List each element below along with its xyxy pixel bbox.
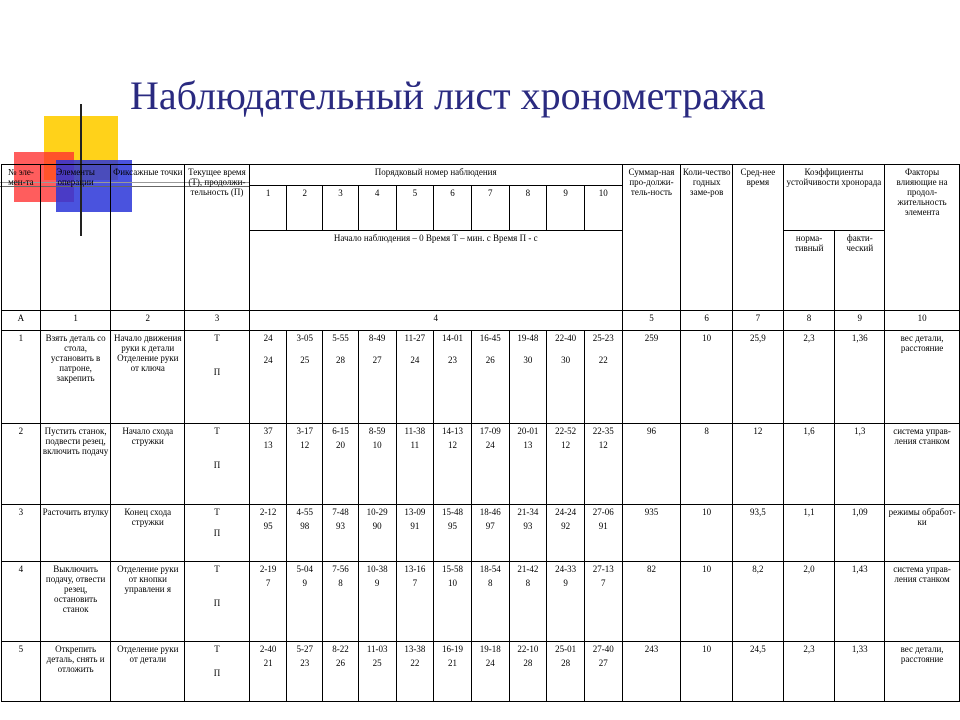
observation-duration: 7 bbox=[601, 578, 606, 588]
observation-time: 2-19 bbox=[259, 564, 277, 574]
observation-duration: 9 bbox=[563, 578, 568, 588]
row-factors: система управ-ления станком bbox=[885, 562, 960, 642]
row-coef-actual: 1,36 bbox=[835, 331, 885, 424]
observation-duration: 90 bbox=[372, 521, 382, 531]
observation-duration: 95 bbox=[448, 521, 458, 531]
column-index-cell: 2 bbox=[111, 311, 185, 331]
observation-duration: 12 bbox=[448, 440, 458, 450]
observation-number-cell: 9 bbox=[547, 186, 585, 231]
observation-cell bbox=[584, 642, 622, 702]
observation-duration: 30 bbox=[523, 355, 533, 365]
observation-duration: 91 bbox=[598, 521, 608, 531]
observation-cell bbox=[509, 505, 547, 562]
observation-duration: 22 bbox=[598, 355, 608, 365]
observation-cell bbox=[249, 642, 287, 702]
observation-time: 11-03 bbox=[366, 644, 388, 654]
observation-time: 3-17 bbox=[296, 426, 314, 436]
observation-cell bbox=[287, 331, 323, 424]
row-factors: режимы обработ-ки bbox=[885, 505, 960, 562]
header-coef-normative: норма-тивный bbox=[783, 231, 835, 311]
observation-cell bbox=[323, 562, 359, 642]
observation-time: 24-33 bbox=[555, 564, 577, 574]
row-average-time: 24,5 bbox=[733, 642, 784, 702]
observation-time: 21-42 bbox=[517, 564, 539, 574]
observation-cell bbox=[396, 424, 434, 505]
observation-cell bbox=[434, 562, 472, 642]
observation-time: 4-55 bbox=[296, 507, 314, 517]
row-average-time: 12 bbox=[733, 424, 784, 505]
row-tp-labels bbox=[185, 505, 250, 562]
row-total-duration: 82 bbox=[622, 562, 681, 642]
observation-duration: 24 bbox=[263, 355, 273, 365]
observation-time: 5-55 bbox=[332, 333, 349, 343]
observation-cell bbox=[471, 562, 509, 642]
observation-time: 8-49 bbox=[368, 333, 386, 343]
observation-cell bbox=[584, 331, 622, 424]
column-index-cell: 4 bbox=[249, 311, 622, 331]
header-valid-count: Коли-чество годных заме-ров bbox=[681, 165, 733, 311]
observation-duration: 28 bbox=[523, 658, 533, 668]
observation-time: 19-18 bbox=[479, 644, 501, 654]
observation-duration: 91 bbox=[410, 521, 420, 531]
row-coef-normative: 2,3 bbox=[783, 331, 835, 424]
time-label: Т bbox=[214, 564, 220, 574]
column-index-cell: 3 bbox=[185, 311, 250, 331]
observation-time: 37 bbox=[263, 426, 273, 436]
row-tp-labels bbox=[185, 642, 250, 702]
table-row bbox=[2, 424, 960, 505]
header-coef-actual: факти-ческий bbox=[835, 231, 885, 311]
observation-number-cell: 6 bbox=[434, 186, 472, 231]
observation-cell bbox=[358, 424, 396, 505]
row-fix-point: Начало движения руки к детали Отделение руки от ключа bbox=[111, 331, 185, 424]
observation-time: 27-40 bbox=[592, 644, 614, 654]
observation-time: 11-27 bbox=[404, 333, 426, 343]
observation-time: 3-05 bbox=[296, 333, 314, 343]
index-row bbox=[2, 311, 960, 331]
observation-cell bbox=[471, 331, 509, 424]
row-coef-actual: 1,09 bbox=[835, 505, 885, 562]
observation-duration: 28 bbox=[561, 658, 571, 668]
row-fix-point: Отделение руки от детали bbox=[111, 642, 185, 702]
observation-duration: 26 bbox=[485, 355, 495, 365]
time-label: Т bbox=[214, 644, 220, 654]
time-label: Т bbox=[214, 426, 220, 436]
row-valid-count: 8 bbox=[681, 424, 733, 505]
observation-time: 16-19 bbox=[442, 644, 464, 654]
observation-duration: 95 bbox=[263, 521, 273, 531]
row-coef-actual: 1,3 bbox=[835, 424, 885, 505]
observation-time: 6-15 bbox=[332, 426, 349, 436]
row-average-time: 25,9 bbox=[733, 331, 784, 424]
observation-number-cell: 10 bbox=[584, 186, 622, 231]
observation-time: 27-06 bbox=[592, 507, 614, 517]
observation-time: 21-34 bbox=[517, 507, 539, 517]
row-factors: система управ-ления станком bbox=[885, 424, 960, 505]
observation-cell bbox=[323, 642, 359, 702]
observation-duration: 10 bbox=[448, 578, 458, 588]
row-number: 1 bbox=[2, 331, 41, 424]
observation-time: 2-40 bbox=[259, 644, 277, 654]
duration-label: П bbox=[213, 367, 221, 377]
row-coef-actual: 1,43 bbox=[835, 562, 885, 642]
observation-time: 19-48 bbox=[517, 333, 539, 343]
observation-cell bbox=[547, 642, 585, 702]
observation-time: 24 bbox=[263, 333, 273, 343]
column-index-cell: А bbox=[2, 311, 41, 331]
observation-cell bbox=[547, 562, 585, 642]
observation-time: 24-24 bbox=[555, 507, 577, 517]
observation-duration: 26 bbox=[335, 658, 345, 668]
row-fix-point: Конец схода стружки bbox=[111, 505, 185, 562]
observation-cell bbox=[471, 642, 509, 702]
header-observation-number: Порядковый номер наблюдения bbox=[249, 165, 622, 186]
observation-time: 22-52 bbox=[555, 426, 577, 436]
header-average-time: Сред-нее время bbox=[733, 165, 784, 311]
time-label: Т bbox=[214, 333, 220, 343]
row-coef-normative: 2,0 bbox=[783, 562, 835, 642]
observation-duration: 8 bbox=[487, 578, 493, 588]
row-valid-count: 10 bbox=[681, 642, 733, 702]
observation-number-cell: 4 bbox=[358, 186, 396, 231]
observation-time: 16-45 bbox=[479, 333, 501, 343]
column-index-cell: 8 bbox=[783, 311, 835, 331]
observation-time: 7-48 bbox=[332, 507, 349, 517]
observation-cell bbox=[358, 331, 396, 424]
row-total-duration: 243 bbox=[622, 642, 681, 702]
row-number: 2 bbox=[2, 424, 41, 505]
row-total-duration: 935 bbox=[622, 505, 681, 562]
row-fix-point: Начало схода стружки bbox=[111, 424, 185, 505]
header-factors: Факторы влияющие на продол-жительность элемента bbox=[885, 165, 960, 311]
observation-duration: 11 bbox=[410, 440, 420, 450]
observation-cell bbox=[547, 424, 585, 505]
row-coef-normative: 1,6 bbox=[783, 424, 835, 505]
header-row-top bbox=[2, 165, 960, 186]
observation-cell bbox=[287, 505, 323, 562]
observation-duration: 93 bbox=[335, 521, 345, 531]
time-label: Т bbox=[214, 507, 220, 517]
observation-duration: 23 bbox=[300, 658, 310, 668]
row-average-time: 8,2 bbox=[733, 562, 784, 642]
header-elements: Элементы операции bbox=[40, 165, 111, 311]
observation-duration: 8 bbox=[525, 578, 531, 588]
observation-duration: 21 bbox=[263, 658, 273, 668]
observation-cell bbox=[323, 505, 359, 562]
observation-cell bbox=[509, 642, 547, 702]
column-index-cell: 6 bbox=[681, 311, 733, 331]
duration-label: П bbox=[213, 460, 221, 470]
observation-time: 18-46 bbox=[479, 507, 501, 517]
header-element-number: № эле-мен-та bbox=[2, 165, 41, 311]
observation-cell bbox=[396, 642, 434, 702]
observation-duration: 25 bbox=[300, 355, 310, 365]
observation-cell bbox=[471, 505, 509, 562]
observation-duration: 7 bbox=[265, 578, 271, 588]
table-row bbox=[2, 642, 960, 702]
header-current-time: Текущее время (Т), продолжи-тельность (П) bbox=[185, 165, 250, 311]
observation-time: 7-56 bbox=[332, 564, 349, 574]
observation-cell bbox=[584, 424, 622, 505]
column-index-cell: 1 bbox=[40, 311, 111, 331]
observation-duration: 12 bbox=[300, 440, 310, 450]
observation-duration: 13 bbox=[263, 440, 273, 450]
observation-time: 11-38 bbox=[404, 426, 426, 436]
observation-duration: 23 bbox=[448, 355, 458, 365]
row-total-duration: 259 bbox=[622, 331, 681, 424]
row-total-duration: 96 bbox=[622, 424, 681, 505]
column-index-cell: 9 bbox=[835, 311, 885, 331]
row-tp-labels bbox=[185, 424, 250, 505]
observation-duration: 93 bbox=[523, 521, 533, 531]
observation-time: 17-09 bbox=[479, 426, 501, 436]
observation-time: 13-09 bbox=[404, 507, 426, 517]
table-row bbox=[2, 331, 960, 424]
header-fix-points: Фиксажные точки bbox=[111, 165, 185, 311]
observation-time: 13-16 bbox=[404, 564, 426, 574]
row-coef-normative: 2,3 bbox=[783, 642, 835, 702]
observation-time: 8-22 bbox=[332, 644, 349, 654]
table-row bbox=[2, 505, 960, 562]
observation-duration: 9 bbox=[302, 578, 308, 588]
observation-number-cell: 5 bbox=[396, 186, 434, 231]
observation-cell bbox=[323, 424, 359, 505]
row-number: 5 bbox=[2, 642, 41, 702]
observation-time: 18-54 bbox=[479, 564, 501, 574]
duration-label: П bbox=[213, 528, 221, 538]
row-element: Выключить подачу, отвести резец, остановить станок bbox=[40, 562, 111, 642]
observation-time: 2-12 bbox=[259, 507, 277, 517]
row-number: 3 bbox=[2, 505, 41, 562]
observation-cell bbox=[358, 562, 396, 642]
observation-duration: 27 bbox=[372, 355, 382, 365]
header-stability-coefficients: Коэффициенты устойчивости хронорада bbox=[783, 165, 884, 231]
slide-title: Наблюдательный лист хронометража bbox=[130, 73, 766, 118]
observation-duration: 7 bbox=[412, 578, 418, 588]
observation-cell bbox=[396, 505, 434, 562]
observation-cell bbox=[249, 505, 287, 562]
observation-cell bbox=[249, 331, 287, 424]
observation-duration: 28 bbox=[335, 355, 345, 365]
row-fix-point: Отделение руки от кнопки управлени я bbox=[111, 562, 185, 642]
row-element: Пустить станок, подвести резец, включить подачу bbox=[40, 424, 111, 505]
observation-duration: 10 bbox=[372, 440, 382, 450]
observation-cell bbox=[547, 331, 585, 424]
observation-duration: 12 bbox=[598, 440, 608, 450]
observation-cell bbox=[584, 562, 622, 642]
observation-time: 22-10 bbox=[517, 644, 539, 654]
observation-number-cell: 2 bbox=[287, 186, 323, 231]
column-index-cell: 10 bbox=[885, 311, 960, 331]
observation-time: 5-04 bbox=[296, 564, 314, 574]
observation-time: 13-38 bbox=[404, 644, 426, 654]
header-total-duration: Суммар-ная про-должи-тель-ность bbox=[622, 165, 681, 311]
observation-time: 14-13 bbox=[442, 426, 464, 436]
observation-time: 22-40 bbox=[555, 333, 577, 343]
observation-duration: 98 bbox=[300, 521, 310, 531]
observation-time: 14-01 bbox=[442, 333, 464, 343]
observation-cell bbox=[547, 505, 585, 562]
observation-duration: 30 bbox=[561, 355, 571, 365]
observation-cell bbox=[434, 424, 472, 505]
duration-label: П bbox=[213, 668, 221, 678]
observation-duration: 24 bbox=[485, 440, 495, 450]
row-element: Взять деталь со стола, установить в патроне, закрепить bbox=[40, 331, 111, 424]
column-index-cell: 5 bbox=[622, 311, 681, 331]
observation-cell bbox=[509, 424, 547, 505]
observation-time: 8-59 bbox=[368, 426, 386, 436]
observation-duration: 9 bbox=[374, 578, 380, 588]
observation-time: 20-01 bbox=[517, 426, 539, 436]
observation-duration: 20 bbox=[335, 440, 345, 450]
observation-cell bbox=[323, 331, 359, 424]
observation-duration: 97 bbox=[485, 521, 495, 531]
observation-duration: 24 bbox=[485, 658, 495, 668]
observation-cell bbox=[249, 424, 287, 505]
row-coef-actual: 1,33 bbox=[835, 642, 885, 702]
row-tp-labels bbox=[185, 331, 250, 424]
observation-duration: 8 bbox=[338, 578, 343, 588]
observation-cell bbox=[396, 562, 434, 642]
observation-cell bbox=[471, 424, 509, 505]
observation-time: 25-23 bbox=[592, 333, 614, 343]
observation-number-cell: 8 bbox=[509, 186, 547, 231]
column-index-cell: 7 bbox=[733, 311, 784, 331]
row-element: Открепить деталь, снять и отложить bbox=[40, 642, 111, 702]
row-valid-count: 10 bbox=[681, 562, 733, 642]
observation-time: 15-48 bbox=[442, 507, 464, 517]
row-coef-normative: 1,1 bbox=[783, 505, 835, 562]
observation-time: 27-13 bbox=[592, 564, 614, 574]
row-number: 4 bbox=[2, 562, 41, 642]
observation-cell bbox=[249, 562, 287, 642]
observation-cell bbox=[287, 642, 323, 702]
observation-cell bbox=[509, 562, 547, 642]
observation-number-cell: 3 bbox=[323, 186, 359, 231]
observation-duration: 21 bbox=[448, 658, 458, 668]
timing-observation-table bbox=[1, 164, 960, 702]
observation-duration: 25 bbox=[372, 658, 382, 668]
observation-duration: 92 bbox=[561, 521, 571, 531]
observation-cell bbox=[434, 642, 472, 702]
row-valid-count: 10 bbox=[681, 505, 733, 562]
observation-cell bbox=[358, 642, 396, 702]
observation-duration: 13 bbox=[523, 440, 533, 450]
observation-cell bbox=[287, 424, 323, 505]
observation-time: 10-38 bbox=[366, 564, 388, 574]
observation-cell bbox=[434, 505, 472, 562]
row-element: Расточить втулку bbox=[40, 505, 111, 562]
row-valid-count: 10 bbox=[681, 331, 733, 424]
duration-label: П bbox=[213, 598, 221, 608]
observation-time: 22-35 bbox=[592, 426, 614, 436]
observation-number-cell: 1 bbox=[249, 186, 287, 231]
observation-time: 15-58 bbox=[442, 564, 464, 574]
observation-time: 10-29 bbox=[366, 507, 388, 517]
observation-cell bbox=[287, 562, 323, 642]
observation-time: 25-01 bbox=[555, 644, 577, 654]
observation-duration: 27 bbox=[598, 658, 608, 668]
observation-number-cell: 7 bbox=[471, 186, 509, 231]
row-factors: вес детали, расстояние bbox=[885, 331, 960, 424]
row-factors: вес детали, расстояние bbox=[885, 642, 960, 702]
observation-time: 5-27 bbox=[296, 644, 314, 654]
observation-cell bbox=[509, 331, 547, 424]
observation-cell bbox=[434, 331, 472, 424]
row-average-time: 93,5 bbox=[733, 505, 784, 562]
observation-duration: 22 bbox=[410, 658, 420, 668]
observation-duration: 12 bbox=[561, 440, 571, 450]
table-row bbox=[2, 562, 960, 642]
observation-cell bbox=[396, 331, 434, 424]
observation-cell bbox=[584, 505, 622, 562]
observation-duration: 24 bbox=[410, 355, 420, 365]
observation-start-note: Начало наблюдения – 0 Время Т – мин. с Время П - с bbox=[249, 231, 622, 311]
observation-cell bbox=[358, 505, 396, 562]
row-tp-labels bbox=[185, 562, 250, 642]
